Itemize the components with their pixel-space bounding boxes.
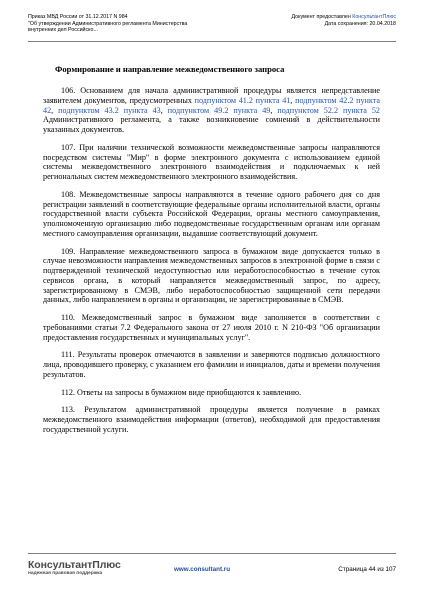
paragraph-113: 113. Результатом административной процедуры является получение в рамках межведомственного взаимодействия информации (ответов), необходимой для предоставления государственной услуги. (43, 405, 380, 434)
link-subpoint-52-2[interactable]: подпунктом 52.2 пункта 52 (277, 105, 380, 115)
footer-divider (28, 553, 396, 554)
link-subpoint-49-2[interactable]: подпунктом 49.2 пункта 49 (167, 105, 271, 115)
provided-by-label: Документ предоставлен (291, 14, 351, 20)
paragraph-107: 107. При наличии технической возможности межведомственные запросы направляются посредством системы "Мир" в форме электронного документа с использованием единой системы межведомственного электронного взаимодействия и подключаемых к ней региональных систем межведомственного электронного взаимодействия. (43, 142, 380, 181)
page-header (28, 14, 396, 48)
page-footer (28, 559, 396, 583)
section-title: Формирование и направление межведомственного запроса (55, 64, 285, 74)
provider-brand-link[interactable]: КонсультантПлюс (352, 14, 396, 20)
page-number: Страница 44 из 107 (338, 566, 396, 573)
document-reference: Приказ МВД России от 31.12.2017 N 984 "Об утверждении Административного регламента Министерства внутренних дел Российско... (28, 14, 188, 34)
paragraph-106: 106. Основанием для начала административной процедуры является непредставление заявителем документов, предусмотренных подпунктом 41.2 пункта 41, подпунктом 42.2 пункта 42, подпунктом 43.2 пункта 43, подпунктом 49.2 пункта 49, подпунктом 52.2 пункта 52 Административного регламента, а также возникновение сомнений в действительности указанных документов. (43, 86, 381, 134)
paragraph-111: 111. Результаты проверок отмечаются в заявлении и заверяются подписью должностного лица, проводившего проверку, с указанием его фамилии и инициалов, даты и времени получения результатов. (43, 350, 380, 379)
link-subpoint-43-2[interactable]: подпунктом 43.2 пункта 43 (58, 105, 161, 115)
paragraph-110: 110. Межведомственный запрос в бумажном виде заполняется в соответствии с требованиями статьи 7.2 Федерального закона от 27 июля 2010 г. N 210-ФЗ "Об организации предоставления государственных и муниципальных услуг". (43, 313, 380, 342)
paragraph-108: 108. Межведомственные запросы направляются в течение одного рабочего дня со дня регистрации заявлений в соответствующие федеральные органы исполнительной власти, органы государственной власти субъекта Российской Федерации, органы местного самоуправления, уполномоченную организацию либо подведомственные государственным органам или органам местного самоуправления организации, выдавшие соответствующий документ. (43, 189, 380, 238)
document-body (43, 64, 380, 443)
link-subpoint-41-2[interactable]: подпунктом 41.2 пункта 41 (194, 95, 291, 105)
paragraph-109: 109. Направление межведомственного запроса в бумажном виде допускается только в случае невозможности направления межведомственных запросов в электронной форме в связи с подтвержденной технической недоступностью или неработоспособностью в течение суток сервисов органа, в который направляется межведомственный запрос, по адресу, зарегистрированному в СМЭВ, либо неработоспособностью защищенной сети передачи данных, либо направлением в органы и организации, не зарегистрированные в СМЭВ. (43, 246, 380, 305)
save-date: Дата сохранения: 20.04.2018 (324, 20, 396, 27)
website-link[interactable]: www.consultant.ru (174, 566, 231, 573)
header-divider (28, 41, 396, 42)
consultant-logo: КонсультантПлюс надежная правовая поддержка (28, 559, 121, 576)
paragraph-112: 112. Ответы на запросы в бумажном виде приобщаются к заявлению. (61, 387, 302, 397)
link-subpoint-42-2[interactable]: подпунктом 42.2 пункта 42 (43, 95, 381, 115)
provider-info (291, 14, 396, 27)
